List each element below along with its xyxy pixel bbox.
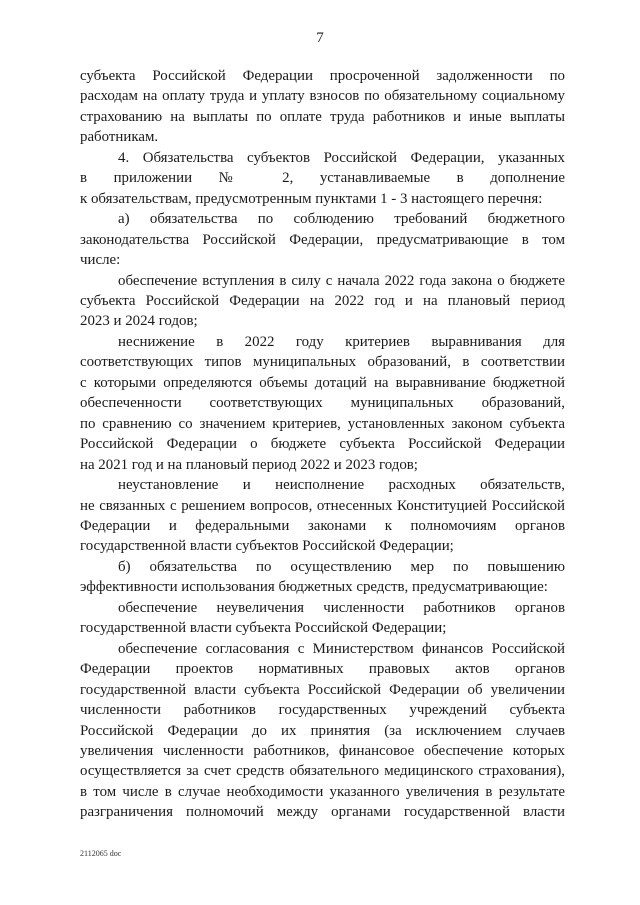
document-footer-code: 2112065 doc [80,849,122,858]
text-line: б) обязательства по осуществлению мер по повышению [118,558,565,575]
text-line: 4. Обязательства субъектов Российской Федерации, указанных [118,149,565,166]
text-line: эффективности использования бюджетных средств, предусматривающие: [80,579,548,596]
paragraph [80,148,565,209]
text-line: Российской Федерации о бюджете субъекта Российской Федерации [80,436,565,453]
paragraph [80,475,565,557]
text-line: разграничения полномочий между органами государственной власти [80,804,565,821]
text-line: численности работников государственных учреждений субъекта [80,702,565,719]
text-line: осуществляется за счет средств обязательного медицинского страхования), [80,763,565,780]
text-line: работникам. [80,129,159,146]
text-line: не связанных с решением вопросов, отнесенных Конституцией Российской [80,497,565,514]
text-line: к обязательствам, предусмотренным пунктами 1 - 3 настоящего перечня: [80,190,543,207]
document-body [80,66,565,823]
text-line: страхованию на выплаты по оплате труда работников и иные выплаты [80,108,565,125]
text-line: субъекта Российской Федерации просроченной задолженности по [80,68,565,84]
text-line: обеспеченности соответствующих муниципальных образований, [80,395,565,412]
text-line: в приложении № 2, устанавливаемые в дополнение [80,170,565,187]
text-line: 2023 и 2024 годов; [80,313,198,330]
paragraph [80,271,565,332]
text-line: Федерации и федеральными законами к полномочиям органов [80,517,565,534]
text-line: в том числе в случае необходимости указанного увеличения в результате [80,783,565,800]
text-line: государственной власти субъекта Российской Федерации об увеличении [80,681,565,698]
text-line: с которыми определяются объемы дотаций на выравнивание бюджетной [80,374,565,391]
text-line: субъекта Российской Федерации на 2022 год и на плановый период [80,292,565,309]
text-line: неустановление и неисполнение расходных обязательств, [118,477,565,494]
text-line: увеличения численности работников, финансовое обеспечение которых [80,742,565,759]
text-line: по сравнению со значением критериев, установленных законом субъекта [80,415,565,432]
text-line: государственной власти субъектов Российской Федерации; [80,538,454,555]
paragraph [80,557,565,598]
text-line: обеспечение согласования с Министерством финансов Российской [118,640,565,657]
text-line: а) обязательства по соблюдению требований бюджетного [118,211,565,228]
paragraph [80,639,565,823]
text-line: Российской Федерации до их принятия (за исключением случаев [80,722,565,739]
text-line: неснижение в 2022 году критериев выравнивания для [118,333,565,350]
text-line: обеспечение вступления в силу с начала 2022 года закона о бюджете [118,272,565,289]
text-line: соответствующих типов муниципальных образований, в соответствии [80,354,565,371]
text-line: числе: [80,252,121,269]
paragraph [80,209,565,270]
paragraph [80,332,565,475]
paragraph [80,598,565,639]
text-line: законодательства Российской Федерации, предусматривающие в том [80,231,565,248]
text-line: обеспечение неувеличения численности работников органов [118,599,565,616]
text-line: государственной власти субъекта Российской Федерации; [80,620,447,637]
paragraph [80,66,565,148]
text-line: Федерации проектов нормативных правовых актов органов [80,661,565,678]
text-line: расходам на оплату труда и уплату взносов по обязательному социальному [80,88,565,105]
text-line: на 2021 год и на плановый период 2022 и 2023 годов; [80,456,418,473]
page-number: 7 [316,30,324,46]
